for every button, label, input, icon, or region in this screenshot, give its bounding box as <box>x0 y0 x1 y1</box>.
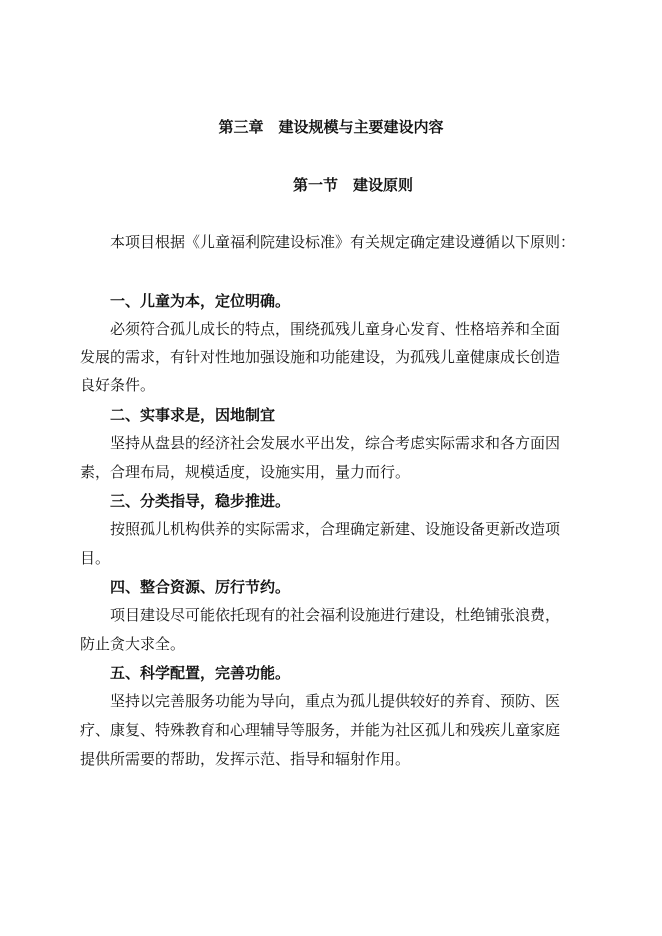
principle-1-line-1: 必须符合孤儿成长的特点，围绕孤残儿童身心发育、性格培养和全面 <box>110 320 561 338</box>
principle-heading-2: 二、实事求是，因地制宜 <box>110 406 276 424</box>
principle-1-line-3: 良好条件。 <box>80 376 156 394</box>
intro-paragraph: 本项目根据《儿童福利院建设标准》有关规定确定建设遵循以下原则： <box>110 233 576 251</box>
principle-3-line-2: 目。 <box>80 549 111 567</box>
principle-heading-4: 四、整合资源、厉行节约。 <box>110 578 291 596</box>
principle-heading-3: 三、分类指导，稳步推进。 <box>110 492 291 510</box>
principle-2-line-2: 素，合理布局，规模适度，设施实用，量力而行。 <box>80 463 411 481</box>
principle-1-line-2: 发展的需求，有针对性地加强设施和功能建设，为孤残儿童健康成长创造 <box>80 348 561 366</box>
principle-heading-1: 一、儿童为本，定位明确。 <box>110 292 291 310</box>
principle-5-line-1: 坚持以完善服务功能为导向，重点为孤儿提供较好的养育、预防、医 <box>110 692 561 710</box>
principle-5-line-2: 疗、康复、特殊教育和心理辅导等服务，并能为社区孤儿和残疾儿童家庭 <box>80 721 561 739</box>
principle-4-line-1: 项目建设尽可能依托现有的社会福利设施进行建设，杜绝铺张浪费， <box>110 606 561 624</box>
principle-heading-5: 五、科学配置，完善功能。 <box>110 664 291 682</box>
chapter-title: 第三章 建设规模与主要建设内容 <box>218 118 444 136</box>
principle-2-line-1: 坚持从盘县的经济社会发展水平出发，综合考虑实际需求和各方面因 <box>110 434 561 452</box>
principle-5-line-3: 提供所需要的帮助，发挥示范、指导和辐射作用。 <box>80 750 411 768</box>
principle-3-line-1: 按照孤儿机构供养的实际需求，合理确定新建、设施设备更新改造项 <box>110 520 561 538</box>
principle-4-line-2: 防止贪大求全。 <box>80 635 186 653</box>
section-title: 第一节 建设原则 <box>293 176 414 194</box>
